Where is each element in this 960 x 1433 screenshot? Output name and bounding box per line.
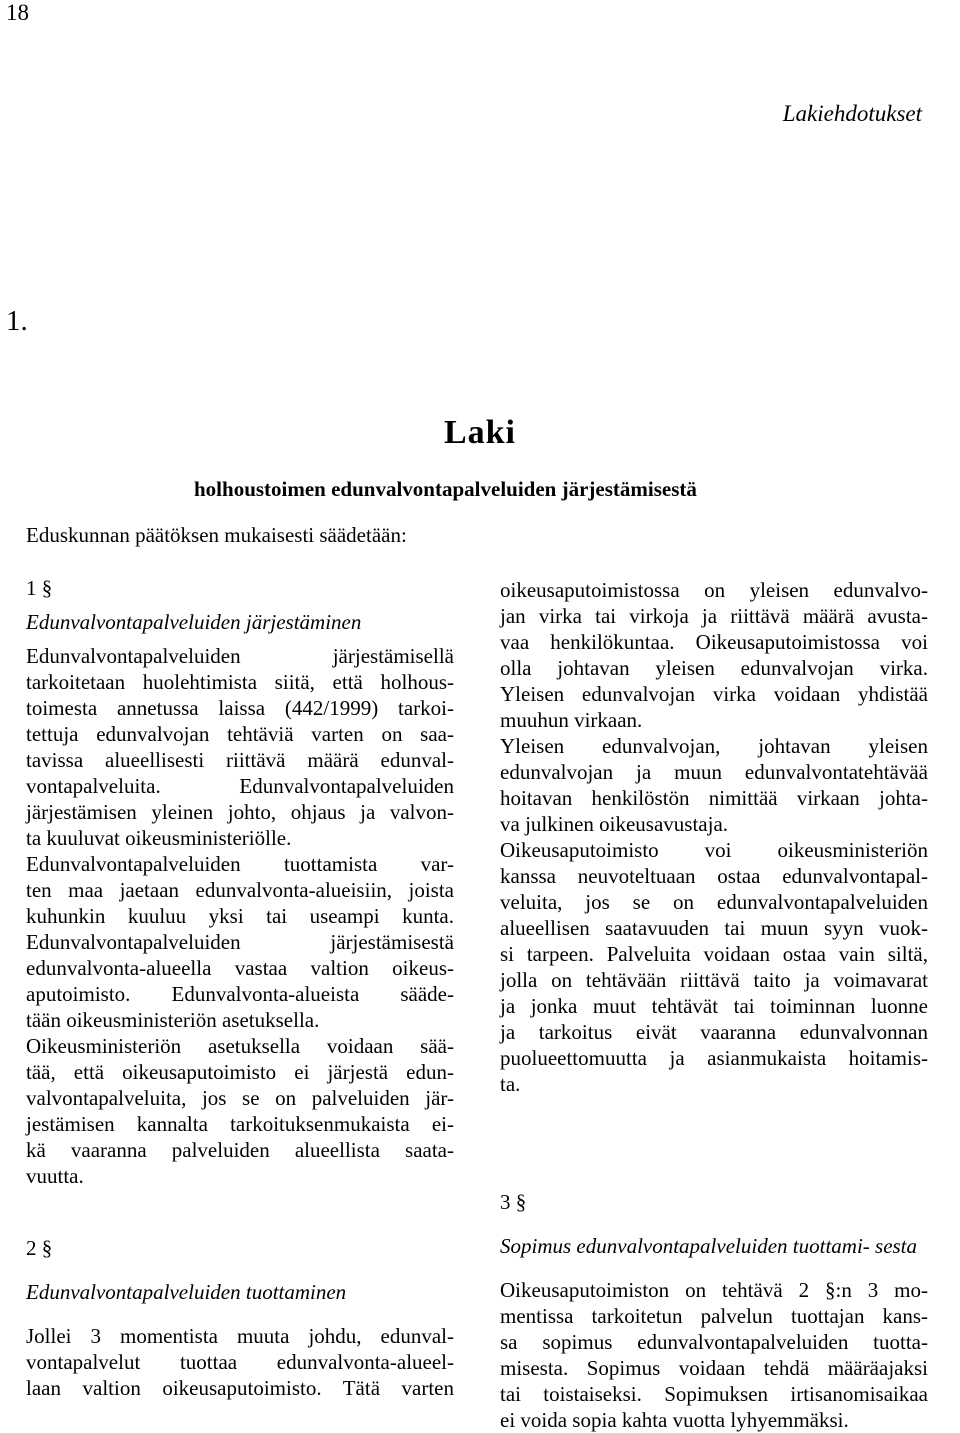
section-1-heading: Edunvalvontapalveluiden järjestäminen	[26, 610, 362, 634]
enacting-clause: Eduskunnan päätöksen mukaisesti säädetään:	[26, 523, 407, 547]
section-2-paragraph-1-continued: oikeusaputoimistossa on yleisen edunvalvo- jan virka tai virkoja ja riittävä määrä avusta- vaa henkilökuntaa. Oikeusaputoimistossa voi olla johtavan yleisen edunvalvojan virka. Yleisen edunvalvojan virka voidaan yhdistää muuhun virkaan.	[500, 578, 928, 732]
left-column	[26, 575, 454, 1401]
section-1-paragraph-3: Oikeusministeriön asetuksella voidaan sää- tää, että oikeusaputoimisto ei järjestä edun- valvontapalveluita, jos se on palveluiden jär- jestämisen kannalta tarkoituksenmukaista ei- kä vaaranna palveluiden alueellista saata- vuutta.	[26, 1034, 454, 1188]
section-2-number: 2 §	[26, 1236, 53, 1260]
section-3-number: 3 §	[500, 1190, 527, 1214]
section-1-number: 1 §	[26, 576, 53, 600]
running-header: Lakiehdotukset	[782, 101, 922, 126]
section-1-paragraph-1: Edunvalvontapalveluiden järjestämisellä tarkoitetaan huolehtimista siitä, että holhous- toimesta annetussa laissa (442/1999) tarkoi- tettuja edunvalvojan tehtäviä varten on saa- tavissa alueellisesti riittävä määrä edunval- vontapalveluita. Edunvalvontapalveluiden järjestämisen yleinen johto, ohjaus ja valvon- ta kuuluvat oikeusministeriölle.	[26, 644, 454, 850]
section-2-paragraph-3: Oikeusaputoimisto voi oikeusministeriön kanssa neuvoteltuaan ostaa edunvalvontapal- veluita, jos se on edunvalvontapalveluiden alueellisen saatavuuden tai muun syyn vuok- si tarpeen. Palveluita voidaan ostaa vain siltä, jolla on tehtävään riittävä taito ja voimavarat ja jonka muut tehtävät tai toiminnan luonne ja tarkoitus eivät vaaranna edunvalvonnan puolueettomuutta ja asianmukaista hoitamis- ta.	[500, 838, 928, 1096]
section-2-paragraph-1-start: Jollei 3 momentista muuta johdu, edunval- vontapalvelut tuottaa edunvalvonta-alueel- laan valtion oikeusaputoimisto. Tätä varten	[26, 1324, 454, 1400]
section-1-paragraph-2: Edunvalvontapalveluiden tuottamista var- ten maa jaetaan edunvalvonta-alueisiin, joista kuhunkin kuuluu yksi tai useampi kunta. Edunvalvontapalveluiden järjestämisestä edunvalvonta-alueella vastaa valtion oikeus- aputoimisto. Edunvalvonta-alueista sääde- tään oikeusministeriön asetuksella.	[26, 852, 454, 1032]
proposal-number: 1.	[6, 305, 28, 337]
section-3-paragraph-1: Oikeusaputoimiston on tehtävä 2 §:n 3 mo- mentissa tarkoitetun palvelun tuottajan kans- sa sopimus edunvalvontapalveluiden tuotta- misesta. Sopimus voidaan tehdä määräajaksi tai toistaiseksi. Sopimuksen irtisanomisaikaa ei voida sopia kahta vuotta lyhyemmäksi.	[500, 1278, 928, 1432]
section-2-heading: Edunvalvontapalveluiden tuottaminen	[26, 1280, 347, 1304]
law-title: Laki	[443, 414, 517, 451]
section-3-heading: Sopimus edunvalvontapalveluiden tuottami- sesta	[500, 1234, 918, 1258]
law-subtitle: holhoustoimen edunvalvontapalveluiden järjestämisestä	[194, 477, 697, 501]
section-2-paragraph-2: Yleisen edunvalvojan, johtavan yleisen edunvalvojan ja muun edunvalvontatehtävää hoitavan henkilöstön nimittää virkaan johta- va julkinen oikeusavustaja.	[500, 734, 928, 836]
page-number: 18	[6, 0, 29, 25]
right-column	[500, 577, 928, 1433]
